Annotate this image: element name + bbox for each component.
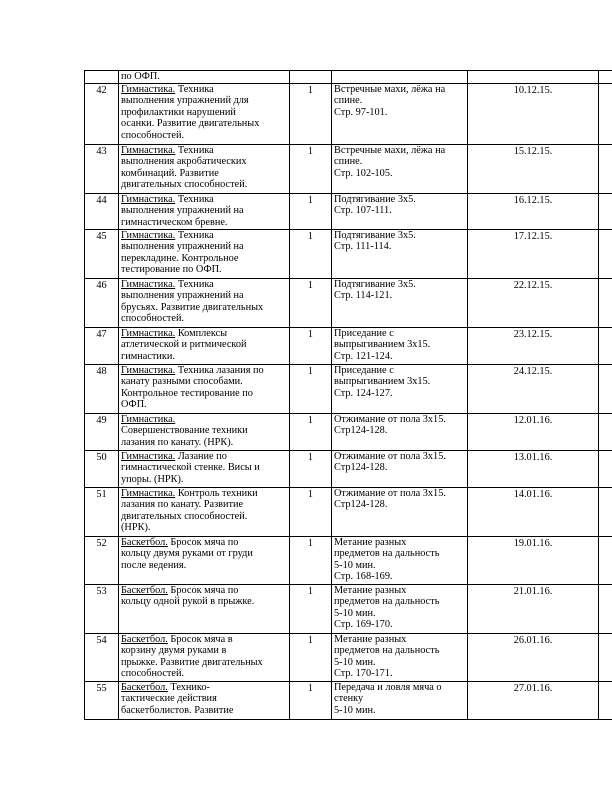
homework [332,681,468,719]
lesson-number: 47 [85,327,119,364]
homework-line: 5-10 мин. [334,656,376,668]
homework [332,364,468,413]
topic-line: прыжке. Развитие двигательных [121,656,263,668]
homework-line: Стр. 107-111. [334,205,392,217]
hours-count: 1 [290,278,332,327]
topic-line: упоры. (НРК). [121,473,184,485]
hours-count: 1 [290,229,332,278]
lesson-date: 27.01.16. [468,681,599,719]
homework-line: 5-10 мин. [334,607,376,619]
lesson-number: 42 [85,83,119,144]
homework-line: спине. [334,156,363,168]
topic-line: Контроль техники [177,487,258,499]
homework-line: Отжимание от пола 3х15. [334,450,446,462]
section-name: Баскетбол. [121,536,168,548]
empty-cell [599,327,612,364]
lesson-topic [119,229,290,278]
lesson-topic [119,144,290,193]
lesson-date: 21.01.16. [468,584,599,633]
empty-cell [599,144,612,193]
section-name: Баскетбол. [121,681,168,693]
section-name: Гимнастика. [121,450,176,462]
topic-line: гимнастической стенке. Висы и [121,462,260,474]
topic-line: лазания по канату. Развитие [121,499,244,511]
homework-line: Подтягивание 3х5. [334,278,416,290]
lesson-date: 13.01.16. [468,450,599,487]
empty-cell [599,450,612,487]
topic-line: лазания по канату. (НРК). [121,436,234,448]
empty-cell [599,71,612,84]
topic-line: корзину двумя руками в [121,645,227,657]
topic-line: комбинаций. Развитие [121,167,219,179]
section-name: Баскетбол. [121,584,168,596]
topic-line: Технико- [170,681,210,693]
homework-line: Стр. 168-169. [334,571,393,583]
topic-line: баскетболистов. Развитие [121,704,234,716]
homework-line: Приседание с [334,364,394,376]
empty-cell [599,193,612,229]
homework-line: Стр. 97-101. [334,106,388,118]
topic-line: перекладине. Контрольное [121,252,239,264]
empty-cell [599,229,612,278]
topic-line: тактические действия [121,693,217,705]
topic-line: брусьях. Развитие двигательных [121,301,264,313]
topic-line: тестирование по ОФП. [121,264,222,276]
homework-line: предметов на дальность [334,645,440,657]
topic-line: Техника [177,278,214,290]
lesson-topic [119,364,290,413]
table-row [85,487,612,536]
homework-line: Метание разных [334,584,407,596]
section-name: Гимнастика. [121,327,176,339]
lesson-number: 52 [85,536,119,584]
empty-cell [599,487,612,536]
topic-line: (НРК). [121,522,151,534]
table-row [85,327,612,364]
table-row [85,278,612,327]
table-row [85,193,612,229]
hours-count: 1 [290,487,332,536]
table-body [85,71,612,720]
lesson-date [468,71,599,84]
homework-line: Стр. 121-124. [334,350,393,362]
topic-line: осанки. Развитие двигательных [121,118,260,130]
homework-line: выпрыгиванием 3х15. [334,339,431,351]
lesson-number: 51 [85,487,119,536]
topic-line: после ведения. [121,559,187,571]
topic-line: Совершенствование техники [121,425,248,437]
lesson-plan-table-region [84,70,612,720]
homework-line: Отжимание от пола 3х15. [334,413,446,425]
table-row [85,536,612,584]
homework [332,229,468,278]
homework-line: 5-10 мин. [334,704,376,716]
lesson-topic [119,536,290,584]
topic-line: двигательных способностей. [121,179,248,191]
hours-count: 1 [290,193,332,229]
lesson-number: 55 [85,681,119,719]
homework-line: 5-10 мин. [334,559,376,571]
topic-line: Контрольное тестирование по [121,387,253,399]
lesson-topic [119,487,290,536]
lesson-plan-table [84,70,612,720]
table-row [85,584,612,633]
topic-line: выполнения упражнений на [121,290,244,302]
lesson-number: 48 [85,364,119,413]
lesson-date: 14.01.16. [468,487,599,536]
section-name: Баскетбол. [121,633,168,645]
homework-line: предметов на дальность [334,596,440,608]
lesson-date: 12.01.16. [468,413,599,450]
table-row [85,364,612,413]
lesson-date: 15.12.15. [468,144,599,193]
homework-line: Отжимание от пола 3х15. [334,487,446,499]
homework [332,71,468,84]
hours-count: 1 [290,413,332,450]
table-row [85,83,612,144]
homework-line: Стр124-128. [334,499,388,511]
topic-line: Техника лазания по [177,364,264,376]
hours-count: 1 [290,83,332,144]
topic-line: выполнения упражнений на [121,205,244,217]
homework [332,633,468,681]
table-row [85,71,612,84]
homework-line: Стр. 169-170. [334,619,393,631]
empty-cell [599,413,612,450]
homework-line: Передача и ловля мяча о [334,681,442,693]
topic-line: канату разными способами. [121,376,243,388]
section-name: Гимнастика. [121,83,176,95]
hours-count: 1 [290,536,332,584]
topic-line: атлетической и ритмической [121,339,247,351]
table-row [85,681,612,719]
topic-line: Техника [177,229,214,241]
topic-line: выполнения упражнений на [121,241,244,253]
section-name: Гимнастика. [121,413,176,425]
homework [332,487,468,536]
lesson-number: 45 [85,229,119,278]
empty-cell [599,278,612,327]
lesson-number: 54 [85,633,119,681]
lesson-number: 44 [85,193,119,229]
topic-line: кольцу одной рукой в прыжке. [121,596,255,608]
table-row [85,144,612,193]
lesson-topic [119,83,290,144]
lesson-date: 16.12.15. [468,193,599,229]
homework-line: Стр. 111-114. [334,241,392,253]
lesson-topic [119,327,290,364]
section-name: Гимнастика. [121,487,176,499]
topic-line: способностей. [121,129,185,141]
topic-line: Лазание по [177,450,227,462]
homework-line: Стр124-128. [334,462,388,474]
topic-line: выполнения акробатических [121,156,247,168]
empty-cell [599,633,612,681]
topic-line: Бросок мяча в [170,633,233,645]
lesson-date: 23.12.15. [468,327,599,364]
empty-cell [599,584,612,633]
lesson-topic [119,193,290,229]
homework-line: Метание разных [334,633,407,645]
topic-line: по ОФП. [121,71,160,82]
homework-line: Стр124-128. [334,425,388,437]
homework-line: Стр. 124-127. [334,387,393,399]
table-row [85,450,612,487]
lesson-topic [119,278,290,327]
empty-cell [599,536,612,584]
homework-line: Стр. 114-121. [334,290,393,302]
homework [332,450,468,487]
topic-line: Комплексы [177,327,228,339]
homework [332,278,468,327]
empty-cell [599,83,612,144]
lesson-date: 17.12.15. [468,229,599,278]
section-name: Гимнастика. [121,144,176,156]
table-row [85,229,612,278]
topic-line: Техника [177,144,214,156]
homework-line: Стр. 102-105. [334,167,393,179]
lesson-number [85,71,119,84]
topic-line: кольцу двумя руками от груди [121,548,253,560]
lesson-number: 46 [85,278,119,327]
lesson-number: 49 [85,413,119,450]
lesson-topic [119,450,290,487]
homework-line: Стр. 170-171. [334,668,393,680]
empty-cell [599,681,612,719]
topic-line: Техника [177,193,214,205]
lesson-date: 24.12.15. [468,364,599,413]
homework-line: Подтягивание 3х5. [334,229,416,241]
homework-line: Подтягивание 3х5. [334,193,416,205]
homework-line: предметов на дальность [334,548,440,560]
homework [332,327,468,364]
lesson-date: 22.12.15. [468,278,599,327]
topic-line: Бросок мяча по [170,536,239,548]
table-row [85,633,612,681]
section-name: Гимнастика. [121,229,176,241]
topic-line: Техника [177,83,214,95]
homework-line: выпрыгиванием 3х15. [334,376,431,388]
lesson-topic [119,681,290,719]
topic-line: гимнастики. [121,350,175,362]
homework-line: спине. [334,95,363,107]
topic-line: профилактики нарушений [121,106,236,118]
hours-count: 1 [290,327,332,364]
topic-line: ОФП. [121,399,147,411]
homework-line: Метание разных [334,536,407,548]
topic-line: двигательных способностей. [121,510,248,522]
homework [332,193,468,229]
hours-count: 1 [290,144,332,193]
homework [332,584,468,633]
homework-line: Встречные махи, лёжа на [334,144,446,156]
lesson-date: 10.12.15. [468,83,599,144]
lesson-number: 43 [85,144,119,193]
hours-count: 1 [290,584,332,633]
topic-line: способностей. [121,668,185,680]
section-name: Гимнастика. [121,278,176,290]
topic-line: Бросок мяча по [170,584,239,596]
lesson-topic [119,633,290,681]
lesson-date: 19.01.16. [468,536,599,584]
homework [332,413,468,450]
homework [332,144,468,193]
lesson-topic [119,584,290,633]
empty-cell [599,364,612,413]
topic-line: выполнения упражнений для [121,95,249,107]
table-row [85,413,612,450]
hours-count: 1 [290,681,332,719]
lesson-date: 26.01.16. [468,633,599,681]
hours-count: 1 [290,450,332,487]
hours-count: 1 [290,364,332,413]
lesson-topic [119,413,290,450]
homework-line: Встречные махи, лёжа на [334,83,446,95]
hours-count [290,71,332,84]
homework [332,536,468,584]
section-name: Гимнастика. [121,364,176,376]
lesson-number: 53 [85,584,119,633]
hours-count: 1 [290,633,332,681]
homework-line: стенку [334,693,364,705]
homework-line: Приседание с [334,327,394,339]
section-name: Гимнастика. [121,193,176,205]
homework [332,83,468,144]
topic-line: гимнастическом бревне. [121,216,228,228]
lesson-topic [119,71,290,84]
lesson-number: 50 [85,450,119,487]
topic-line: способностей. [121,313,185,325]
